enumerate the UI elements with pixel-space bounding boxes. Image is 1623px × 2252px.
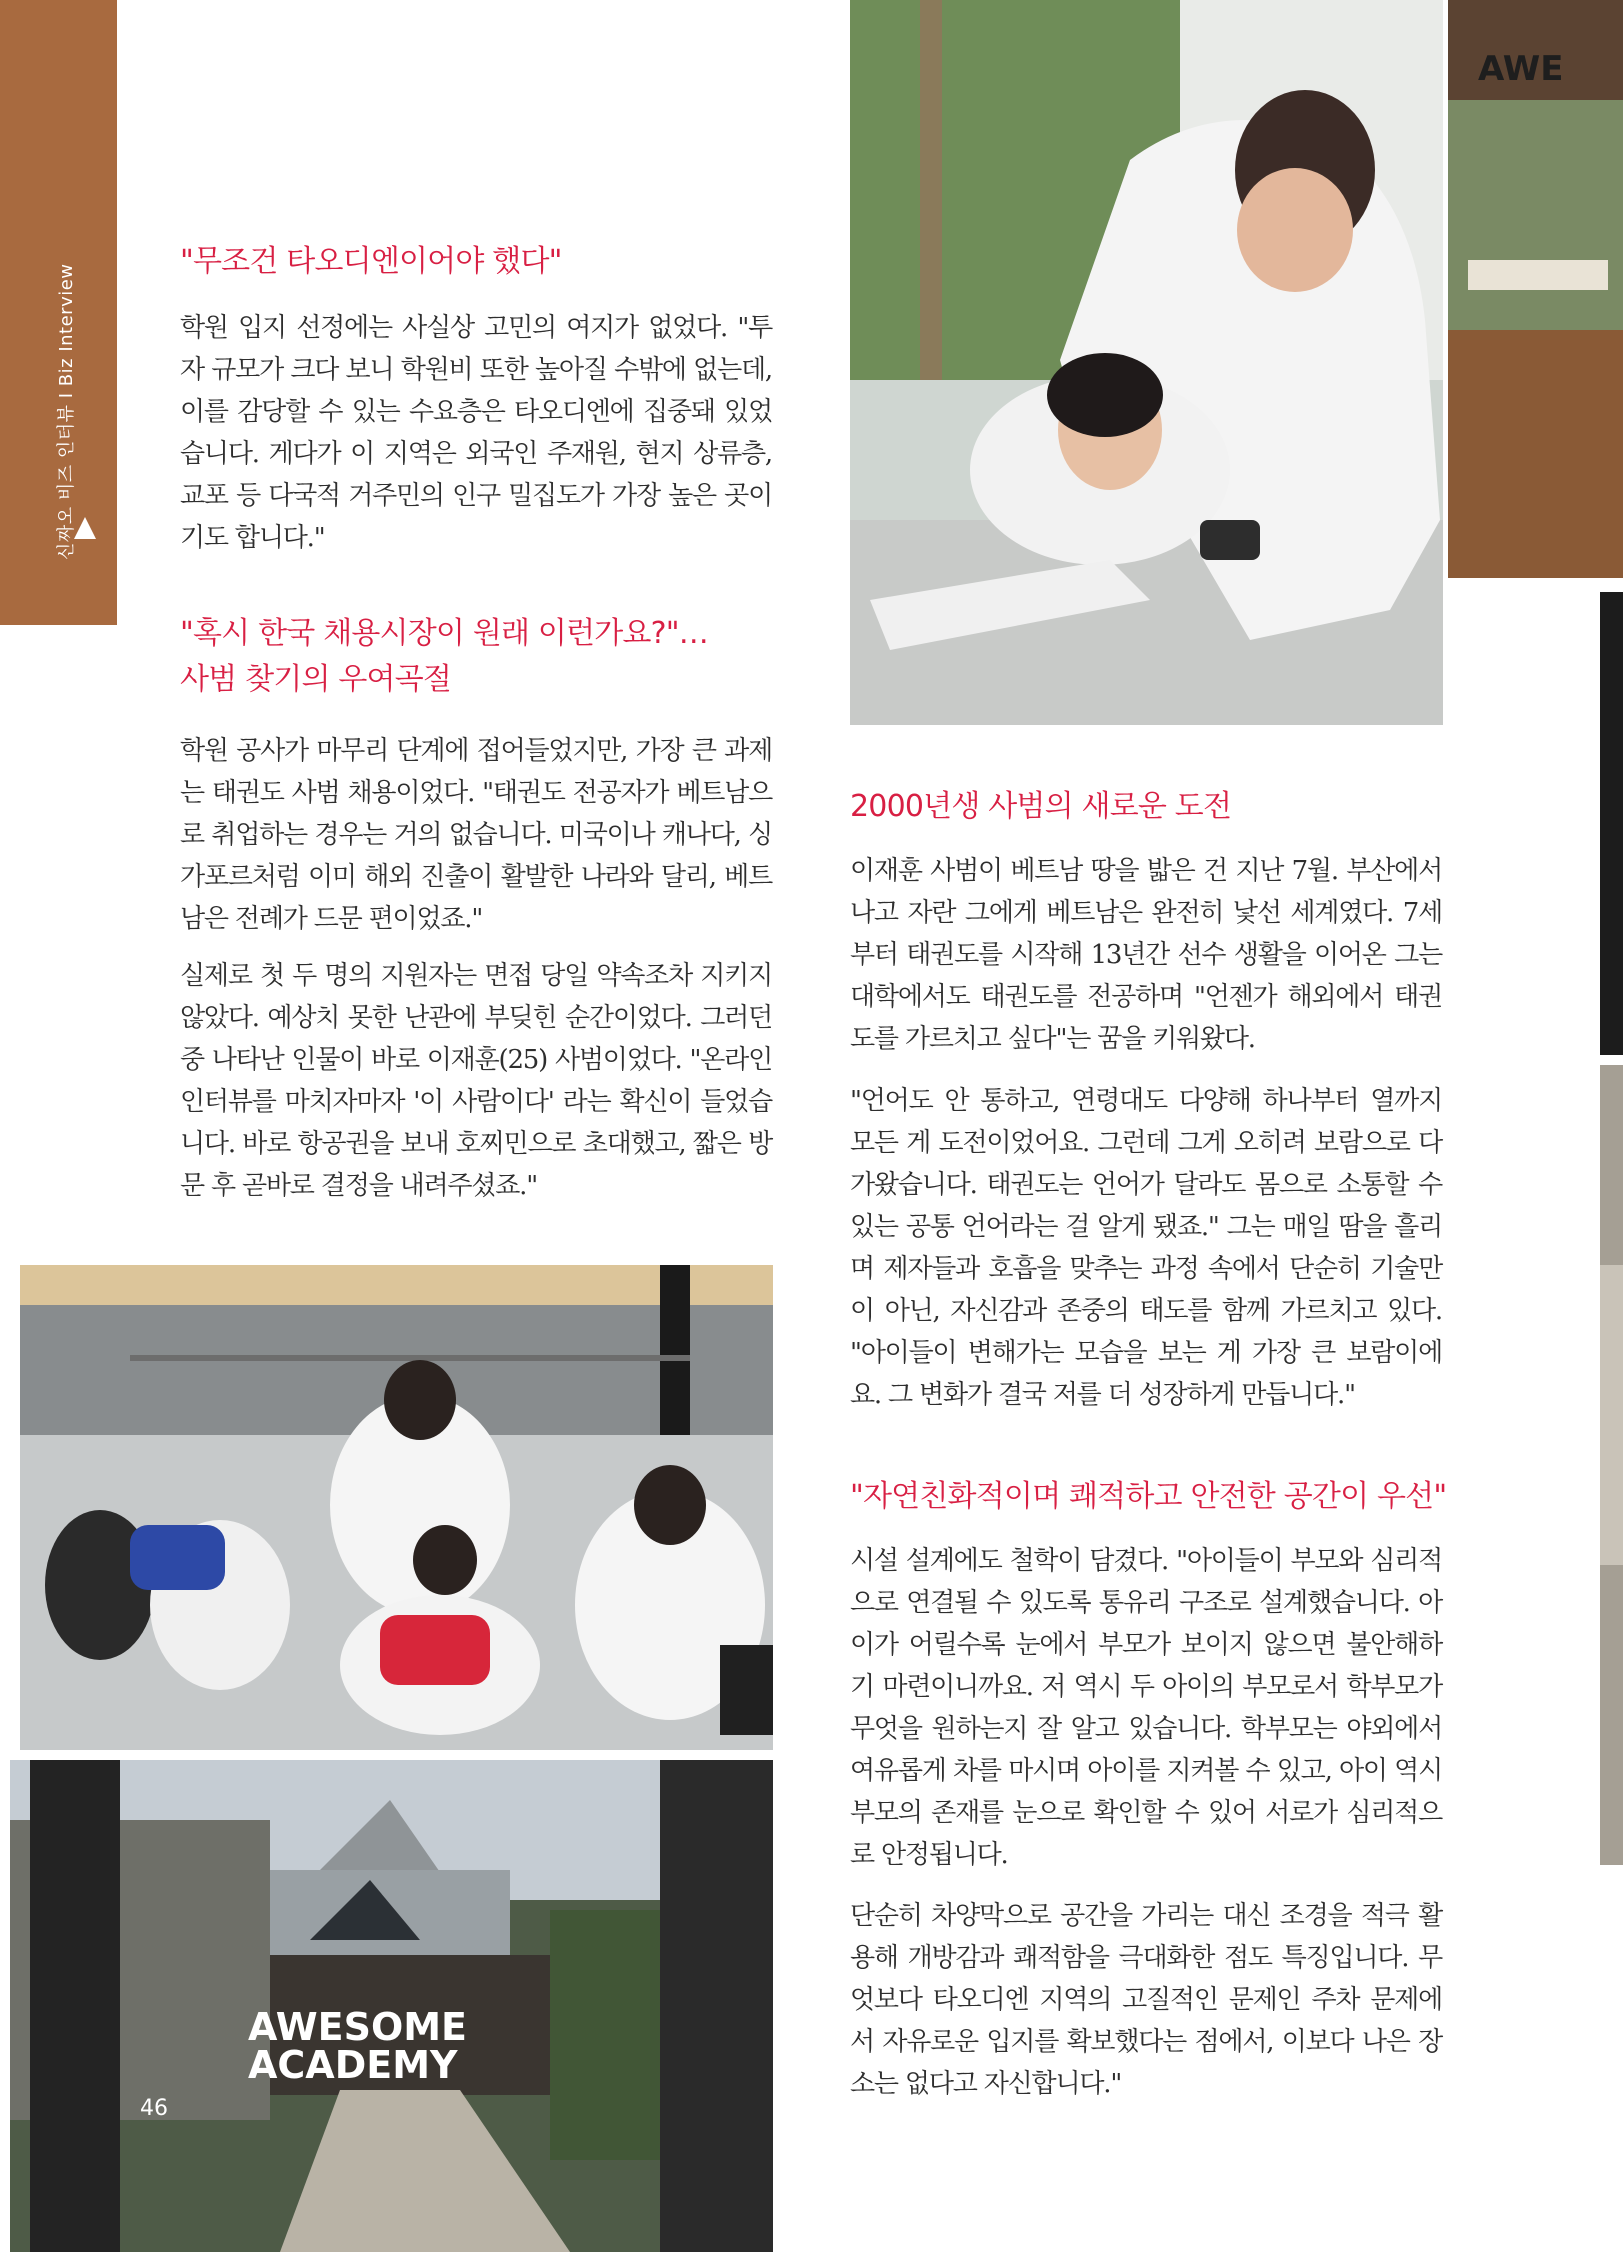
paragraph: 실제로 첫 두 명의 지원자는 면접 당일 약속조차 지키지 않았다. 예상치 못한 난관에 부딪힌 순간이었다. 그러던 중 나타난 인물이 바로 이재훈(25) 사범이었다. "온라인 인터뷰를 마치자마자 '이 사람이다' 라는 확신이 들었습니다. 바로 항공권을 보내 호찌민으로 초대했고, 짧은 방문 후 곧바로 결정을 내려주셨죠." <box>180 961 772 1201</box>
section-label: 신짜오 비즈 인터뷰 I Biz Interview <box>56 263 77 560</box>
section-heading-line: 사범 찾기의 우여곡절 <box>180 662 452 697</box>
building-sign-line2: ACADEMY <box>248 2043 458 2087</box>
photo-strip-light <box>1600 1065 1623 1865</box>
photo-class-stretching <box>20 1265 773 1750</box>
paragraph: 학원 입지 선정에는 사실상 고민의 여지가 없었다. "투자 규모가 크다 보니 학원비 또한 높아질 수밖에 없는데, 이를 감당할 수 있는 수요층은 타오디엔에 집중돼 있었습니다. 게다가 이 지역은 외국인 주재원, 현지 상류층, 교포 등 다국적 거주민의 인구 밀집도가 가장 높은 곳이기도 합니다." <box>180 313 772 553</box>
section-side-tab <box>0 0 117 625</box>
section-heading-location: "무조건 타오디엔이어야 했다" <box>180 244 562 279</box>
paragraph: 시설 설계에도 철학이 담겼다. "아이들이 부모와 심리적으로 연결될 수 있도록 통유리 구조로 설계했습니다. 아이가 어릴수록 눈에서 부모가 보이지 않으면 불안해하기 마련이니까요. 저 역시 두 아이의 부모로서 학부모가 무엇을 원하는지 잘 알고 있습니다. 학부모는 야외에서 여유롭게 차를 마시며 아이를 지켜볼 수 있고, 아이 역시 부모의 존재를 눈으로 확인할 수 있어 서로가 심리적으로 안정됩니다. <box>850 1546 1442 1870</box>
section-heading-line: "혹시 한국 채용시장이 원래 이런가요?"… <box>180 616 708 651</box>
lobby-sign-text: AWE <box>1478 49 1564 89</box>
paragraph: 이재훈 사범이 베트남 땅을 밟은 건 지난 7월. 부산에서 나고 자란 그에게 베트남은 완전히 낯선 세계였다. 7세부터 태권도를 시작해 13년간 선수 생활을 이어온 그는 대학에서도 태권도를 전공하며 "언젠가 해외에서 태권도를 가르치고 싶다"는 꿈을 키워왔다. <box>850 856 1442 1054</box>
section-heading-challenge: 2000년생 사범의 새로운 도전 <box>850 789 1232 824</box>
photo-academy-lobby <box>1448 0 1623 578</box>
building-sign-line1: AWESOME <box>248 2005 468 2049</box>
page-number: 46 <box>140 2096 168 2121</box>
paragraph: 학원 공사가 마무리 단계에 접어들었지만, 가장 큰 과제는 태권도 사범 채용이었다. "태권도 전공자가 베트남으로 취업하는 경우는 거의 없습니다. 미국이나 캐나다, 싱가포르처럼 이미 해외 진출이 활발한 나라와 달리, 베트남은 전례가 드문 편이었죠." <box>180 736 772 934</box>
photo-strip-dark <box>1600 592 1623 1055</box>
paragraph: 단순히 차양막으로 공간을 가리는 대신 조경을 적극 활용해 개방감과 쾌적함을 극대화한 점도 특징입니다. 무엇보다 타오디엔 지역의 고질적인 문제인 주차 문제에서 자유로운 입지를 확보했다는 점에서, 이보다 나은 장소는 없다고 자신합니다." <box>850 1901 1442 2099</box>
photo-instructor-with-child <box>850 0 1443 725</box>
section-heading-space: "자연친화적이며 쾌적하고 안전한 공간이 우선" <box>850 1479 1447 1514</box>
photo-academy-exterior <box>10 1760 773 2252</box>
paragraph: "언어도 안 통하고, 연령대도 다양해 하나부터 열까지 모든 게 도전이었어요. 그런데 그게 오히려 보람으로 다가왔습니다. 태권도는 언어가 달라도 몸으로 소통할 수 있는 공통 언어라는 걸 알게 됐죠." 그는 매일 땀을 흘리며 제자들과 호흡을 맞추는 과정 속에서 단순히 기술만이 아닌, 자신감과 존중의 태도를 함께 가르치고 있다. "아이들이 변해가는 모습을 보는 게 가장 큰 보람이에요. 그 변화가 결국 저를 더 성장하게 만듭니다." <box>850 1086 1442 1410</box>
